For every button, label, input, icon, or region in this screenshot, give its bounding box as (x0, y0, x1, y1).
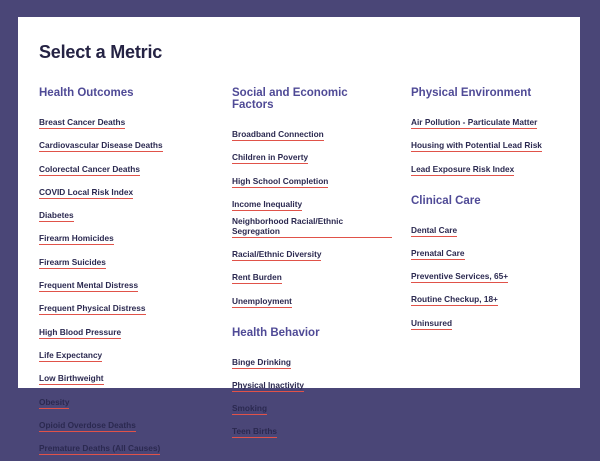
group-social-economic-factors (232, 87, 392, 309)
metric-link-high-blood-pressure[interactable]: High Blood Pressure (39, 326, 122, 337)
metric-link-neighborhood-segregation[interactable]: Neighborhood Racial/Ethnic Segregation (232, 217, 392, 238)
metric-column-3 (411, 87, 571, 336)
metric-link-obesity[interactable]: Obesity (39, 396, 70, 407)
metric-link-frequent-mental-distress[interactable]: Frequent Mental Distress (39, 280, 139, 291)
metric-link-lead-exposure-risk-index[interactable]: Lead Exposure Risk Index (411, 163, 515, 174)
group-title-health-outcomes: Health Outcomes (39, 87, 134, 99)
metric-link-opioid-overdose-deaths[interactable]: Opioid Overdose Deaths (39, 419, 136, 430)
group-title-health-behavior: Health Behavior (232, 326, 320, 339)
metric-link-air-pollution[interactable]: Air Pollution - Particulate Matter (411, 117, 538, 127)
metric-link-firearm-suicides[interactable]: Firearm Suicides (39, 256, 106, 267)
metric-column-2 (232, 87, 392, 445)
group-health-outcomes (39, 87, 209, 456)
metric-link-children-in-poverty[interactable]: Children in Poverty (232, 152, 309, 163)
metric-link-low-birthweight[interactable]: Low Birthweight (39, 373, 104, 384)
group-clinical-care (411, 195, 571, 331)
group-physical-environment (411, 87, 571, 177)
group-health-behavior (232, 327, 392, 440)
metric-list-health-outcomes (39, 112, 209, 456)
metric-link-colorectal-cancer-deaths[interactable]: Colorectal Cancer Deaths (39, 163, 140, 174)
metric-list-clinical-care (411, 220, 571, 331)
metric-link-physical-inactivity[interactable]: Physical Inactivity (232, 379, 304, 390)
group-title-clinical-care: Clinical Care (411, 194, 481, 207)
metric-link-binge-drinking[interactable]: Binge Drinking (232, 356, 292, 367)
metric-link-smoking[interactable]: Smoking (232, 403, 268, 414)
metric-link-racial-ethnic-diversity[interactable]: Racial/Ethnic Diversity (232, 248, 322, 259)
metric-link-diabetes[interactable]: Diabetes (39, 210, 74, 221)
metric-link-premature-deaths[interactable]: Premature Deaths (All Causes) (39, 443, 161, 454)
metric-link-housing-lead-risk[interactable]: Housing with Potential Lead Risk (411, 140, 542, 151)
select-metric-panel (18, 17, 580, 454)
metric-link-preventive-services[interactable]: Preventive Services, 65+ (411, 271, 509, 282)
metric-link-routine-checkup[interactable]: Routine Checkup, 18+ (411, 294, 498, 305)
metric-link-prenatal-care[interactable]: Prenatal Care (411, 247, 465, 258)
metric-link-broadband-connection[interactable]: Broadband Connection (232, 129, 324, 139)
metric-link-frequent-physical-distress[interactable]: Frequent Physical Distress (39, 303, 146, 314)
metric-link-life-expectancy[interactable]: Life Expectancy (39, 349, 103, 360)
metric-column-1 (39, 87, 209, 461)
page-title: Select a Metric (39, 42, 163, 62)
metric-list-health-behavior (232, 352, 392, 440)
metric-link-high-school-completion[interactable]: High School Completion (232, 175, 329, 186)
metric-link-cardiovascular-disease-deaths[interactable]: Cardiovascular Disease Deaths (39, 140, 163, 151)
metric-list-social-economic-factors (232, 124, 392, 309)
group-title-physical-environment: Physical Environment (411, 87, 532, 99)
metric-link-uninsured[interactable]: Uninsured (411, 317, 453, 328)
metric-link-dental-care[interactable]: Dental Care (411, 224, 458, 235)
metric-link-firearm-homicides[interactable]: Firearm Homicides (39, 233, 114, 244)
metric-link-covid-local-risk-index[interactable]: COVID Local Risk Index (39, 186, 134, 197)
metric-link-breast-cancer-deaths[interactable]: Breast Cancer Deaths (39, 117, 126, 127)
metric-link-teen-births[interactable]: Teen Births (232, 426, 278, 437)
group-title-social-economic-factors: Social and Economic Factors (232, 87, 348, 111)
metric-list-physical-environment (411, 112, 571, 177)
metric-link-income-inequality[interactable]: Income Inequality (232, 198, 303, 209)
metric-link-unemployment[interactable]: Unemployment (232, 295, 292, 306)
metric-link-rent-burden[interactable]: Rent Burden (232, 272, 282, 283)
